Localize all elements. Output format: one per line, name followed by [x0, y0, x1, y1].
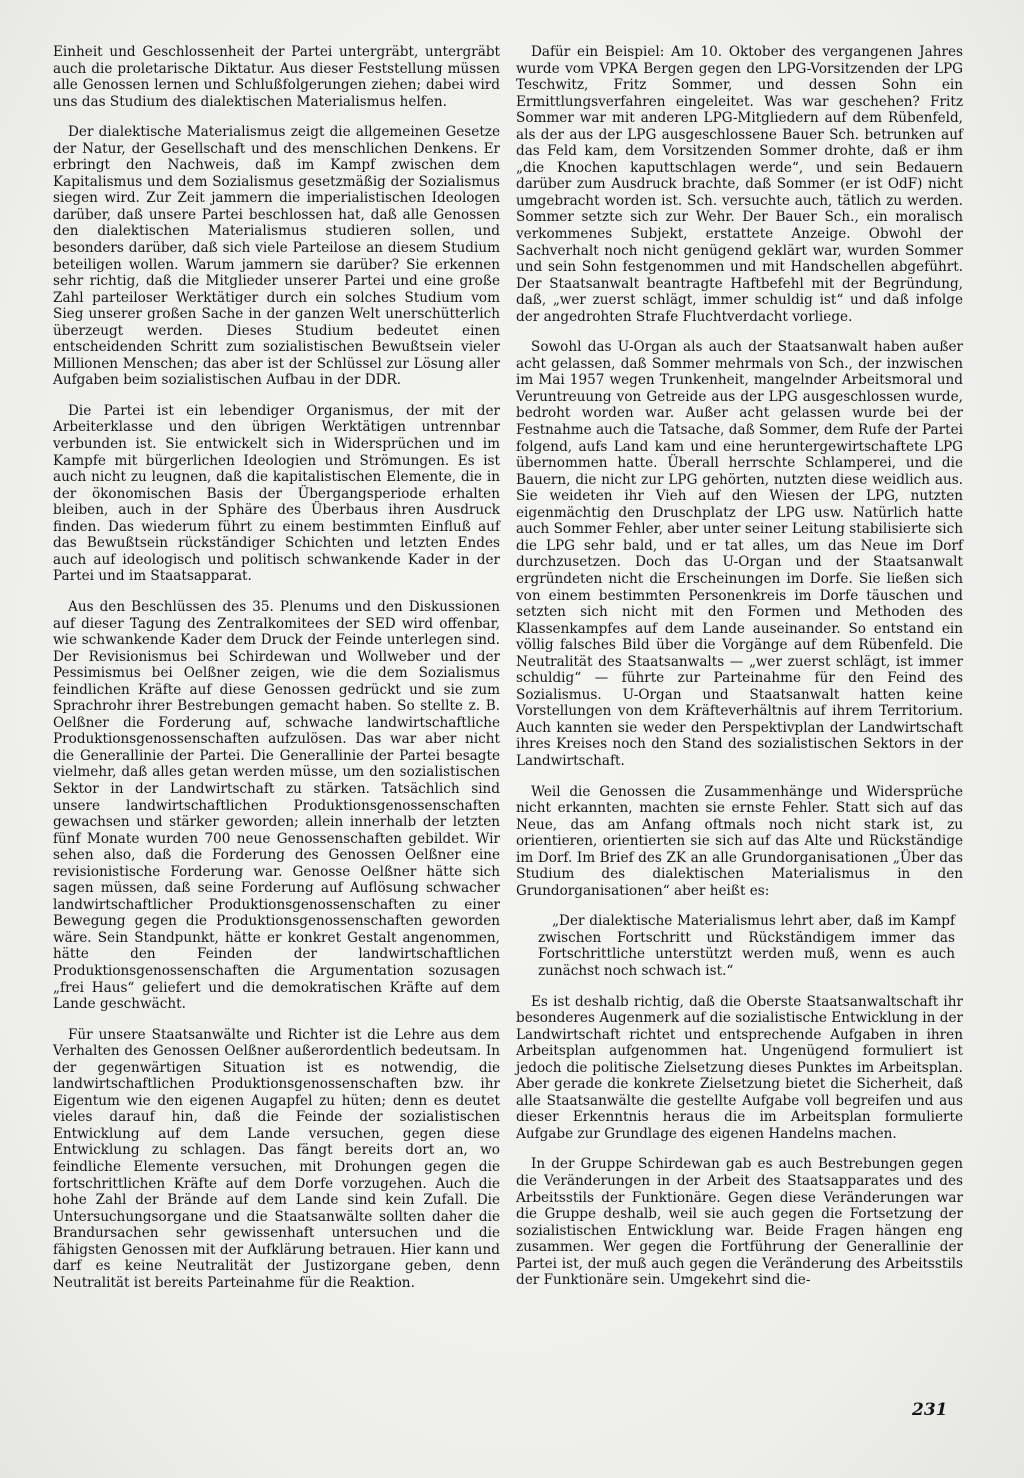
paragraph: Die Partei ist ein lebendiger Organismus, der mit der Arbeiterklasse und den übrigen Werktätigen untrennbar verbunden ist. Sie entwickelt sich in Widersprüchen und im Kampfe mit bürgerlichen Ideologien und Strömungen. Es ist auch nicht zu leugnen, daß die kapitalistischen Elemente, die in der ökonomischen Basis der Übergangsperiode erhalten bleiben, auch in der Sphäre des Überbaus ihren Ausdruck finden. Das wiederum führt zu einem bestimmten Einfluß auf das Bewußtsein rückständiger Schichten und letzten Endes auch auf ideologisch und politisch schwankende Kader in der Partei und im Staatsapparat.: [53, 402, 500, 585]
paragraph: Für unsere Staatsanwälte und Richter ist die Lehre aus dem Verhalten des Genossen Oelßner außerordentlich bedeutsam. In der gegenwärtigen Situation ist es notwendig, die landwirtschaftlichen Produktionsgenossenschaften bzw. ihr Eigentum wie den eigenen Augapfel zu hüten; denn es deutet vieles darauf hin, daß die Feinde der sozialistischen Entwicklung auf dem Lande versuchen, gegen diese Entwicklung zu schlagen. Das fängt bereits dort an, wo feindliche Elemente versuchen, mit Drohungen gegen die fortschrittlichen Kräfte auf dem Dorfe vorzugehen. Auch die hohe Zahl der Brände auf dem Lande sind kein Zufall. Die Untersuchungsorgane und die Staatsanwälte sollten daher die Brandursachen sehr gewissenhaft untersuchen und die fähigsten Genossen mit der Aufklärung betrauen. Hier kann und darf es keine Neutralität der Justizorgane geben, denn Neutralität ist bereits Parteinahme für die Reaktion.: [53, 1026, 500, 1291]
page-number: 231: [912, 1400, 948, 1420]
right-column: [516, 44, 963, 1303]
paragraph: Es ist deshalb richtig, daß die Oberste Staatsanwaltschaft ihr besonderes Augenmerk auf die sozialistische Entwicklung in der Landwirtschaft richtet und entsprechende Aufgaben in ihren Arbeitsplan aufgenommen hat. Ungenügend formuliert ist jedoch die politische Zielsetzung dieses Punktes im Arbeitsplan. Aber gerade die konkrete Zielsetzung bietet die Sicherheit, daß alle Staatsanwälte die gestellte Aufgabe voll begreifen und aus dieser Erkenntnis heraus die im Arbeitsplan formulierte Aufgabe zur Grundlage des eigenen Handelns machen.: [516, 993, 963, 1142]
paragraph: In der Gruppe Schirdewan gab es auch Bestrebungen gegen die Veränderungen in der Arbeit des Staatsapparates und des Arbeitsstils der Funktionäre. Gegen diese Veränderungen war die Gruppe deshalb, weil sie auch gegen die Fortsetzung der sozialistischen Entwicklung war. Beide Fragen hängen eng zusammen. Wer gegen die Fortführung der Generallinie der Partei ist, der muß auch gegen die Veränderung des Arbeitsstils der Funktionäre sein. Umgekehrt sind die-: [516, 1156, 963, 1289]
left-column: [53, 44, 500, 1305]
paragraph: Weil die Genossen die Zusammenhänge und Widersprüche nicht erkannten, machten sie ernste Fehler. Statt sich auf das Neue, das am Anfang oftmals noch nicht stark ist, zu orientieren, orientierten sie sich auf das Alte und Rückständige im Dorf. Im Brief des ZK an alle Grundorganisationen „Über das Studium des dialektischen Materialismus in den Grundorganisationen“ aber heißt es:: [516, 783, 963, 899]
paragraph: Der dialektische Materialismus zeigt die allgemeinen Gesetze der Natur, der Gesellschaft und des menschlichen Denkens. Er erbringt den Nachweis, daß im Kampf zwischen dem Kapitalismus und dem Sozialismus gesetzmäßig der Sozialismus siegen wird. Zur Zeit jammern die imperialistischen Ideologen darüber, daß unsere Partei beschlossen hat, daß alle Genossen den dialektischen Materialismus studieren sollen, und besonders darüber, daß sich viele Parteilose an diesem Studium beteiligen wollen. Warum jammern sie darüber? Sie erkennen sehr richtig, daß die Mitglieder unserer Partei und eine große Zahl parteiloser Werktätiger durch ein solches Studium vom Sieg unserer großen Sache in der ganzen Welt unerschütterlich überzeugt werden. Dieses Studium bedeutet einen entscheidenden Schritt zum sozialistischen Bewußtsein vieler Millionen Menschen; das aber ist der Schlüssel zur Lösung aller Aufgaben beim sozialistischen Aufbau in der DDR.: [53, 124, 500, 389]
paragraph: Aus den Beschlüssen des 35. Plenums und den Diskussionen auf dieser Tagung des Zentralkomitees der SED wird offenbar, wie schwankende Kader dem Druck der Feinde unterlegen sind. Der Revisionismus bei Schirdewan und Wollweber und der Pessimismus bei Oelßner zeigen, wie die dem Sozialismus feindlichen Kräfte auf diese Genossen gedrückt und sie zum Sprachrohr ihrer Bestrebungen gemacht haben. So stellte z. B. Oelßner die Forderung auf, schwache landwirtschaftliche Produktionsgenossenschaften aufzulösen. Das war aber nicht die Generallinie der Partei. Die Generallinie der Partei besagte vielmehr, daß alles getan werden müsse, um den sozialistischen Sektor in der Landwirtschaft zu stärken. Tatsächlich sind unsere landwirtschaftlichen Produktionsgenossenschaften gewachsen und stärker geworden; allein innerhalb der letzten fünf Monate wurden 700 neue Genossenschaften gebildet. Wir sehen also, daß die Forderung des Genossen Oelßner eine revisionistische Forderung war. Genosse Oelßner hätte sich sagen müssen, daß seine Forderung auf Auflösung schwacher landwirtschaftlicher Produktionsgenossenschaften zu einer Bewegung gegen die Produktionsgenossenschaften geworden wäre. Sein Standpunkt, hätte er konkret Gestalt angenommen, hätte den Feinden der landwirtschaftlichen Produktionsgenossenschaften die Argumentation sozusagen „frei Haus“ geliefert und die demokratischen Kräfte auf dem Lande geschwächt.: [53, 598, 500, 1013]
paragraph: Dafür ein Beispiel: Am 10. Oktober des vergangenen Jahres wurde vom VPKA Bergen gegen den LPG-Vorsitzenden der LPG Teschwitz, Fritz Sommer, und dessen Sohn ein Ermittlungsverfahren eingeleitet. Was war geschehen? Fritz Sommer war mit anderen LPG-Mitgliedern auf dem Rübenfeld, als der aus der LPG ausgeschlossene Bauer Sch. betrunken auf das Feld kam, dem Vorsitzenden Sommer drohte, daß er ihm „die Knochen kaputtschlagen werde“, und sein Bedauern darüber zum Ausdruck brachte, daß Sommer (er ist OdF) nicht umgebracht worden ist. Sch. versuchte auch, tätlich zu werden. Sommer setzte sich zur Wehr. Der Bauer Sch., ein moralisch verkommenes Subjekt, erstattete Anzeige. Obwohl der Sachverhalt noch nicht genügend geklärt war, wurden Sommer und sein Sohn festgenommen und mit Handschellen abgeführt. Der Staatsanwalt beantragte Haftbefehl mit der Begründung, daß, „wer zuerst schlägt, immer schuldig ist“ und daß infolge der angedrohten Strafe Fluchtverdacht vorliege.: [516, 44, 963, 325]
block-quote: „Der dialektische Materialismus lehrt aber, daß im Kampf zwischen Fortschritt und Rückständigem immer das Fortschrittliche unterstützt werden muß, wenn es auch zunächst noch schwach ist.“: [538, 913, 955, 979]
paragraph: Sowohl das U-Organ als auch der Staatsanwalt haben außer acht gelassen, daß Sommer mehrmals von Sch., der inzwischen im Mai 1957 wegen Trunkenheit, mangelnder Arbeitsmoral und Veruntreuung von Getreide aus der LPG ausgeschlossen wurde, bedroht worden war. Außer acht gelassen wurde bei der Festnahme auch die Tatsache, daß Sommer, dem Rufe der Partei folgend, aufs Land kam und eine heruntergewirtschaftete LPG übernommen hatte. Überall herrschte Schlamperei, und die Bauern, die nicht zur LPG gehörten, nutzten diese weidlich aus. Sie weideten ihr Vieh auf den Wiesen der LPG, nutzten eigenmächtig den Druschplatz der LPG usw. Natürlich hatte auch Sommer Fehler, aber unter seiner Leitung stabilisierte sich die LPG sehr bald, und er tat alles, um das Neue im Dorf durchzusetzen. Doch das U-Organ und der Staatsanwalt ergründeten nicht die Erscheinungen im Dorfe. Sie ließen sich von einem bestimmten Personenkreis im Dorfe täuschen und setzten sich nicht mit den Formen und Methoden des Klassenkampfes auf dem Lande auseinander. So entstand ein völlig falsches Bild über die Vorgänge auf dem Rübenfeld. Die Neutralität des Staatsanwalts — „wer zuerst schlägt, ist immer schuldig“ — führte zur Parteinahme für den Feind des Sozialismus. U-Organ und Staatsanwalt hatten keine Vorstellungen von dem Kräfteverhältnis auf ihrem Territorium. Auch kannten sie weder den Perspektivplan der Landwirtschaft ihres Kreises noch den Stand des sozialistischen Sektors in der Landwirtschaft.: [516, 339, 963, 769]
paragraph: Einheit und Geschlossenheit der Partei untergräbt, untergräbt auch die proletarische Diktatur. Aus dieser Feststellung müssen alle Genossen lernen und Schlußfolgerungen ziehen; dabei wird uns das Studium des dialektischen Materialismus helfen.: [53, 44, 500, 110]
